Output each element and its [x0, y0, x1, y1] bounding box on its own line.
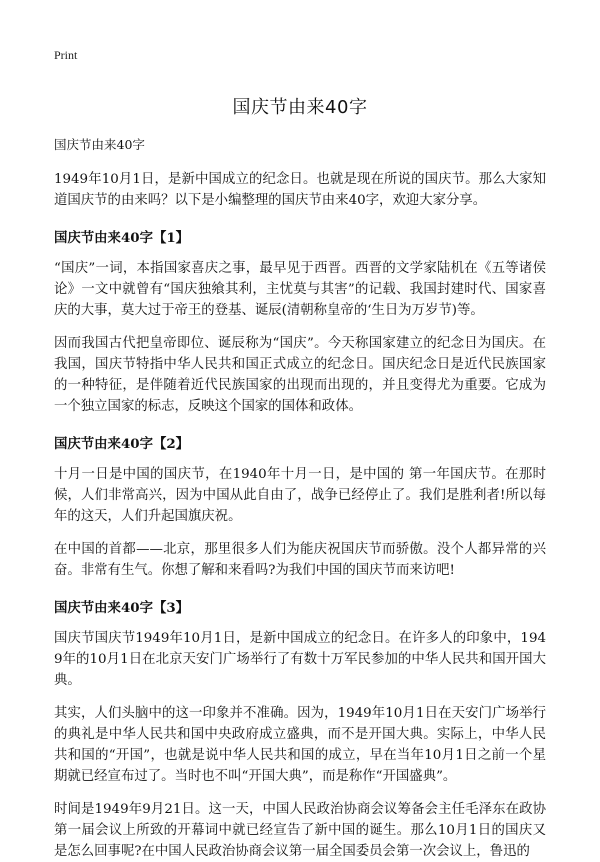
section-heading: 国庆节由来40字【2】 [54, 436, 190, 452]
section-paragraph: “国庆”一词，本指国家喜庆之事，最早见于西晋。西晋的文学家陆机在《五等诸侯论》一文中就曾有“国庆独飨其利，主忧莫与其害”的记载、我国封建时代、国家喜庆的大事，莫大过于帝王的登基、诞辰(清朝称皇帝的‘生日为万岁节)等。 [54, 261, 546, 318]
intro-paragraph: 1949年10月1日，是新中国成立的纪念日。也就是现在所说的国庆节。那么大家知道国庆节的由来吗？以下是小编整理的国庆节由来40字，欢迎大家分享。 [54, 172, 546, 208]
section-heading: 国庆节由来40字【1】 [54, 230, 190, 246]
section-paragraph: 国庆节国庆节1949年10月1日，是新中国成立的纪念日。在许多人的印象中，1949年的10月1日在北京天安门广场举行了有数十万军民参加的中华人民共和国开国大典。 [54, 631, 546, 688]
section-1 [54, 227, 546, 417]
section-3 [54, 597, 546, 862]
article-title: 国庆节由来40字 [232, 97, 368, 118]
article-subtitle: 国庆节由来40字 [54, 137, 145, 152]
print-link[interactable]: Print [54, 48, 78, 62]
section-paragraph: 时间是1949年9月21日。这一天，中国人民政治协商会议筹备会主任毛泽东在政协第一届会议上所致的开幕词中就已经宣告了新中国的诞生。那么10月1日的国庆又是怎么回事呢?在中国人民政治协商会议第一届全国委员会第一次会议上，鲁迅的 [54, 802, 546, 859]
section-paragraph: 在中国的首都——北京，那里很多人们为能庆祝国庆节而骄傲。没个人都异常的兴奋。非常有生气。你想了解和来看吗?为我们中国的国庆节而来访吧! [54, 542, 546, 578]
section-paragraph: 其实，人们头脑中的这一印象并不准确。因为，1949年10月1日在天安门广场举行的典礼是中华人民共和国中央政府成立盛典，而不是开国大典。实际上，中华人民共和国的“开国”，也就是说中华人民共和国的成立，早在当年10月1日之前一个星期就已经宣布过了。当时也不叫“开国大典”，而是称作“开国盛典”。 [54, 706, 546, 784]
section-2 [54, 433, 546, 581]
article [54, 93, 546, 862]
section-heading: 国庆节由来40字【3】 [54, 600, 190, 616]
section-paragraph: 因而我国古代把皇帝即位、诞辰称为“国庆”。今天称国家建立的纪念日为国庆。在我国，国庆节特指中华人民共和国正式成立的纪念日。国庆纪念日是近代民族国家的一种特征，是伴随着近代民族国家的出现而出现的，并且变得尤为重要。它成为一个独立国家的标志，反映这个国家的国体和政体。 [54, 336, 546, 414]
section-paragraph: 十月一日是中国的国庆节，在1940年十月一日，是中国的 第一年国庆节。在那时候，人们非常高兴，因为中国从此自由了，战争已经停止了。我们是胜利者!所以每年的这天，人们升起国旗庆祝。 [54, 467, 546, 524]
